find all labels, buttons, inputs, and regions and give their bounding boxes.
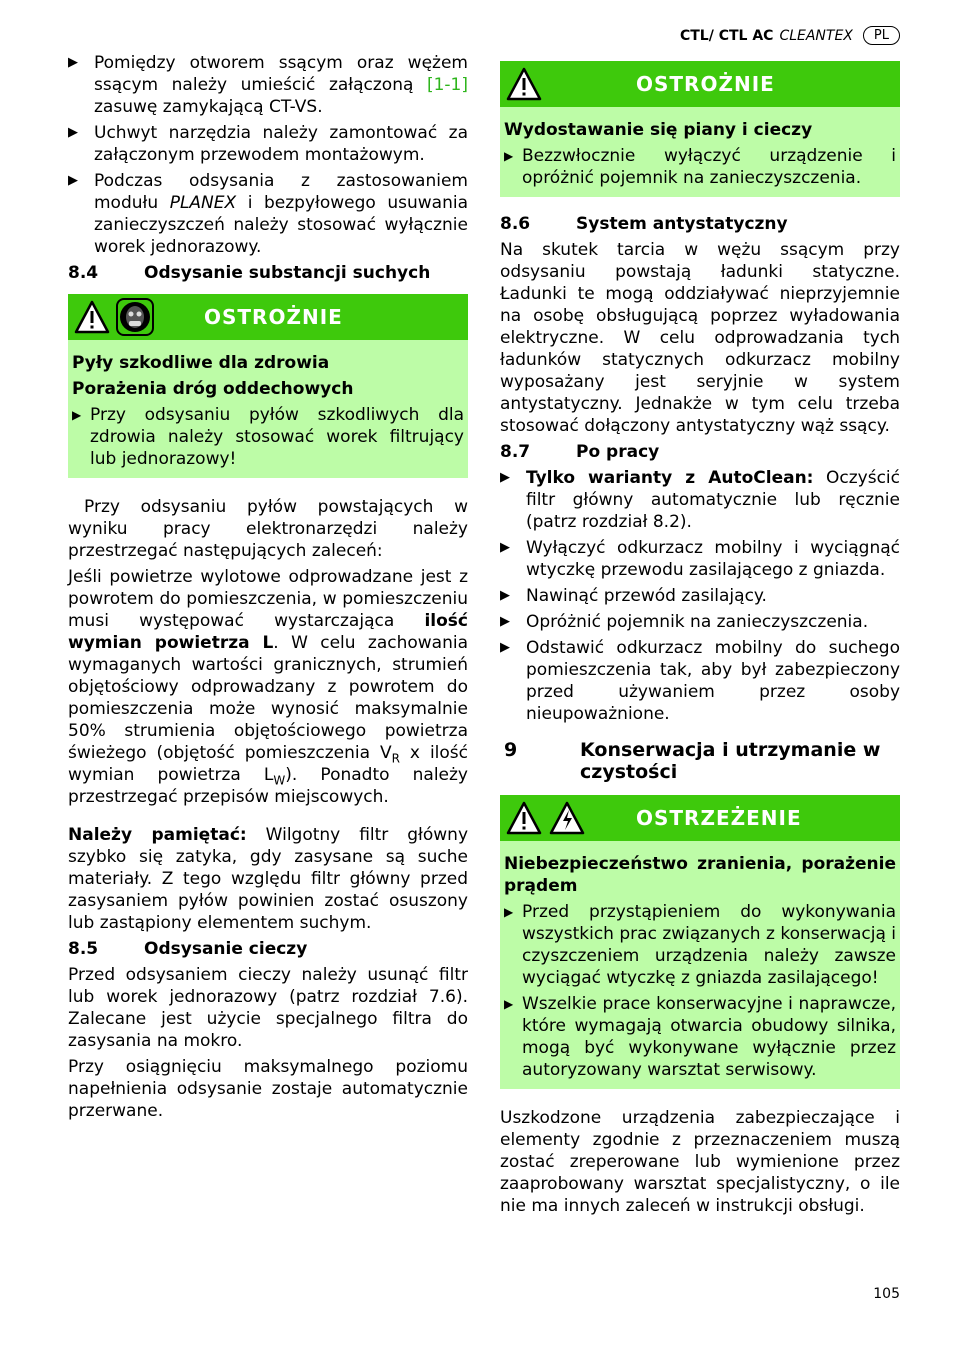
section-heading-8-6: 8.6 System antystatyczny: [500, 214, 788, 234]
bullet-icon: ▶: [500, 470, 510, 485]
paragraph: Należy pamiętać: Wilgotny filtr główny szybko się zatyka, gdy zasysane są suche materiały. Z tego względu filtr główny przed zasysaniem pyłów powinien zostać osuszony lub zastąpiony elementem suchym.: [68, 825, 469, 933]
header-product-variant: CLEANTEX: [779, 27, 853, 44]
bullet-icon: ▶: [500, 614, 510, 629]
electric-hazard-icon: [548, 799, 586, 837]
list-item: ▶ Opróżnić pojemnik na zanieczyszczenia.: [500, 612, 869, 632]
bullet-icon: ▶: [500, 540, 510, 555]
caution-box-dust: [68, 294, 468, 478]
list-item: ▶ Bezzwłocznie wyłączyć urządzenie i opróżnić pojemnik na zanieczyszczenia.: [504, 146, 896, 188]
list-item: ▶ Przed przystąpieniem do wykonywania wszystkich prac związanych z konserwacją i czyszczeniem urządzenia należy zawsze wyciągać wtyczkę z gniazda zasilającego!: [504, 902, 896, 988]
caution-bar: [500, 61, 900, 107]
list-item: ▶ Pomiędzy otworem ssącym oraz wężem ssącym należy umieścić załączoną [1-1] zasuwę zamykającą CT-VS.: [68, 53, 468, 117]
bullet-icon: ▶: [68, 55, 78, 70]
caution-label: OSTROŻNIE: [204, 305, 343, 329]
section-heading-8-4: 8.4 Odsysanie substancji suchych: [68, 263, 431, 283]
header-product: CTL/ CTL AC: [679, 27, 774, 44]
section-heading-8-7: 8.7 Po pracy: [500, 442, 660, 462]
bullet-icon: ▶: [504, 905, 514, 919]
paragraph: Przy osiągnięciu maksymalnego poziomu napełnienia odsysanie zostaje automatycznie przerwane.: [68, 1057, 468, 1121]
list-item: ▶ Podczas odsysania z zastosowaniem modułu PLANEX i bezpyłowego usuwania zanieczyszczeń należy stosować wyłącznie worek jednorazowy.: [68, 171, 468, 257]
respirator-mask-icon: [116, 298, 154, 336]
hazard-title: Wydostawanie się piany i cieczy: [504, 120, 813, 140]
paragraph: Przed odsysaniem cieczy należy usunąć filtr lub worek jednorazowy (patrz rozdział 7.6). Zalecane jest użycie specjalnego filtra do zasysania na mokro.: [68, 965, 468, 1051]
list-item: ▶ Nawinąć przewód zasilający.: [500, 586, 767, 606]
section-heading-8-5: 8.5 Odsysanie cieczy: [68, 939, 308, 959]
caution-label: OSTROŻNIE: [636, 72, 775, 96]
warning-bar: [500, 795, 900, 841]
warning-box-maintenance: [500, 795, 900, 1089]
warning-triangle-icon: [73, 298, 111, 336]
list-item: ▶ Przy odsysaniu pyłów szkodliwych dla zdrowia należy stosować worek filtrujący lub jednorazowy!: [72, 405, 464, 469]
list-item: ▶ Tylko warianty z AutoClean: Oczyścić filtr główny automatycznie lub ręcznie (patrz rozdział 8.2).: [500, 468, 900, 532]
paragraph: Na skutek tarcia w wężu ssącym przy odsysaniu powstają ładunki statyczne. Ładunki te mogą oddziaływać nieprzyjemnie na osobę obsługującą poprzez wyładowania elektryczne. W celu odprowadzania tych ładunków statycznych odkurzacz mobilny wyposażany jest seryjnie w system antystatyczny. Jednakże w tym celu trzeba stosować dołączony antystatyczny wąż ssący.: [500, 240, 900, 436]
list-item: ▶ Wszelkie prace konserwacyjne i naprawcze, które wymagają otwarcia obudowy silnika, mogą być wykonywane wyłącznie przez autoryzowany warsztat serwisowy.: [504, 994, 896, 1080]
bullet-icon: ▶: [72, 408, 82, 422]
list-item: ▶ Uchwyt narzędzia należy zamontować za załączonym przewodem montażowym.: [68, 123, 468, 165]
paragraph: Jeśli powietrze wylotowe odprowadzane jest z powrotem do pomieszczenia, w pomieszczeniu musi występować wystarczająca ilość wymian powietrza L. W celu zachowania wymaganych wartości granicznych, strumień objętościowy odprowadzany z powrotem do pomieszczenia może wynosić maksymalnie 50% strumienia objętościowego powietrza świeżego (objętość pomieszczenia $V_R$ x ilość wymian powietrza $L_W$). Ponadto należy przestrzegać przepisów miejscowych.: [68, 567, 469, 807]
list-item: ▶ Wyłączyć odkurzacz mobilny i wyciągnąć wtyczkę przewodu zasilającego z gniazda.: [500, 538, 900, 580]
page-number: 105: [873, 1286, 900, 1302]
hazard-title: Porażenia dróg oddechowych: [72, 379, 354, 399]
bullet-icon: ▶: [504, 149, 514, 163]
bullet-icon: ▶: [68, 173, 78, 188]
right-column: [500, 61, 900, 1221]
chapter-heading-9: 9 Konserwacja i utrzymanie w czystości: [504, 739, 881, 783]
bullet-icon: ▶: [504, 997, 514, 1011]
paragraph: Uszkodzone urządzenia zabezpieczające i elementy zgodnie z przeznaczeniem muszą zostać zreperowane lub wymienione przez zaaprobowany warsztat specjalistyczny, o ile nie ma innych zaleceń w instrukcji obsługi.: [500, 1108, 900, 1216]
warning-label: OSTRZEŻENIE: [636, 806, 802, 830]
caution-box-foam: [500, 61, 900, 197]
paragraph: Przy odsysaniu pyłów powstających w wyniku pracy elektronarzędzi należy przestrzegać następujących zaleceń:: [68, 497, 468, 561]
figure-reference[interactable]: [1-1]: [426, 75, 468, 95]
hazard-title: Niebezpieczeństwo zranienia, porażenie prądem: [504, 854, 896, 896]
warning-triangle-icon: [505, 799, 543, 837]
bullet-icon: ▶: [500, 640, 510, 655]
hazard-title: Pyły szkodliwe dla zdrowia: [72, 353, 330, 373]
caution-bar: [68, 294, 468, 340]
list-item: ▶ Odstawić odkurzacz mobilny do suchego pomieszczenia tak, aby był zabezpieczony przed używaniem przez osoby nieupoważnione.: [500, 638, 900, 724]
bullet-icon: ▶: [68, 125, 78, 140]
left-column: [68, 52, 468, 1126]
language-badge: PL: [863, 26, 900, 45]
running-header: [680, 26, 900, 45]
bullet-icon: ▶: [500, 588, 510, 603]
warning-triangle-icon: [505, 65, 543, 103]
